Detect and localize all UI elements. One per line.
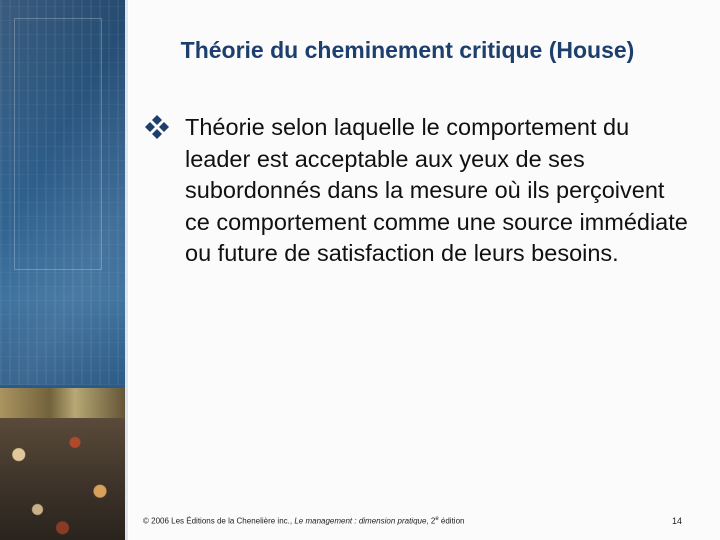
- bullet-text: Théorie selon laquelle le comportement du leader est acceptable aux yeux de ses subordonnés dans la mesure où ils perçoivent ce comportement comme une source immédiate ou future de satisfaction de leurs besoins.: [185, 114, 688, 266]
- slide-title: Théorie du cheminement critique (House): [180, 37, 635, 63]
- decorative-side-band: [0, 0, 125, 540]
- content-area: [130, 0, 720, 540]
- band-architecture-strip: [0, 388, 125, 418]
- page-number: 14: [672, 516, 683, 526]
- footer-edition-prefix: , 2: [426, 516, 436, 526]
- footer-book-title: Le management : dimension pratique: [294, 516, 427, 526]
- footer-edition-suffix: édition: [438, 516, 465, 526]
- quad-diamond-bullet-icon: [144, 114, 170, 140]
- footer-copyright: [143, 516, 464, 526]
- footer-copyright-text: © 2006 Les Éditions de la Chenelière inc.,: [143, 516, 295, 526]
- band-separator: [125, 0, 128, 540]
- footer-edition-sup: e: [435, 516, 439, 522]
- crowd-street-photo: [0, 418, 125, 540]
- band-panel-outline: [14, 18, 102, 270]
